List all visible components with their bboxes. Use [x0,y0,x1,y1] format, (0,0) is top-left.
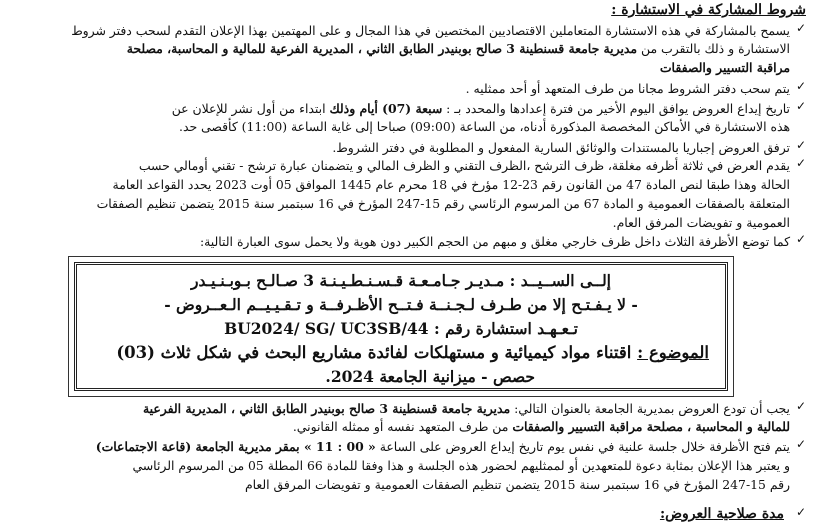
item3-line1-text: تاريخ إيداع العروض يوافق اليوم الأخير من فترة إعدادها والمحدد بـ : [446,101,790,116]
item3-line1-tail: ابتداء من أول نشر للإعلان عن [171,101,326,116]
condition-item-2 [14,80,804,98]
item7-line2-address: للمالية و المحاسبة ، مصلحة مراقبة التسيير والصفقات [512,419,790,434]
box-addressee: إلــى الســيــد : مـديـر جـامـعـة قـسـنـطـيـنـة 3 صـالـح بـوبـنـيـدر [191,271,611,290]
box-open-only-by-committee: - لا يـفـتـح إلا من طـرف لـجـنــة فـتــح الأظـرفــة و تـقـيـيــم الـعــروض - [164,295,638,314]
checkmark-icon: ✓ [795,99,806,113]
box-subject-label: الموضوع : [637,343,709,362]
item1-line2-address: مديرية جامعة قسنطينة 3 صالح بوبنيدر الطابق الثاني ، المديرية الفرعية للمالية و المحاسبة، مصلحة [126,41,638,56]
condition-item-6 [14,233,804,251]
item2-line1: يتم سحب دفتر الشروط مجانا من طرف المتعهد أو أحد ممثليه . [465,81,790,96]
item7-line1-text: يجب أن تودع العروض بمديرية الجامعة بالعنوان التالي: [514,401,790,416]
item4-line1: ترفق العروض إجباريا بالمستندات والوثائق السارية المفعول و المطلوبة في دفتر الشروط. [332,140,790,155]
envelope-label-inner-frame [74,262,728,391]
checkmark-icon: ✓ [795,79,806,93]
box-consultation-number: تـعـهـد استشارة رقم : BU2024/ SG/ UC3SB/44 [224,319,578,338]
checkmark-icon: ✓ [795,138,806,152]
item1-line1: يسمح بالمشاركة في هذه الاستشارة المتعاملين الاقتصاديين المختصين في هذا المجال و على المهتمين بهذا الإعلان التقدم لسحب دفتر شروط [71,23,790,38]
condition-item-7 [14,400,804,440]
item7-line1 [14,403,790,415]
section-title: شروط المشاركة في الاستشارة : [611,2,806,18]
condition-item-8 [14,438,804,498]
box-lots-budget: حصص - ميزانية الجامعة 2024. [325,367,535,386]
item7-line2-tail: من طرف المتعهد نفسه أو ممثله القانوني. [292,419,509,434]
item7-address: مديرية جامعة قسنطينة 3 صالح بوبنيدر الطابق الثاني ، المديرية الفرعية [143,401,511,416]
item5-line4: العمومية و تفويضات المرفق العام. [612,215,790,230]
envelope-label-box [68,256,734,397]
item5-line2: الحالة وهذا طبقا لنص المادة 47 من القانون رقم 23-12 مؤرخ في 18 محرم عام 1445 الموافق 05 أوت 2023 يحدد القواعد العامة [112,177,790,192]
condition-item-3 [14,100,804,138]
item1-line2-text: الاستشارة و ذلك بالتقرب من [641,41,790,56]
item3-duration: سبعة (07) أيام وذلك [329,101,443,116]
checkmark-icon: ✓ [795,21,806,35]
item8-line3: رقم 15-247 المؤرخ في 16 سبتمبر سنة 2015 يتضمن تنظيم الصفقات العمومية و تفويضات المرفق العام [244,477,790,492]
item6-line1: كما توضع الأظرفة الثلاث داخل ظرف خارجي مغلق و مبهم من الحجم الكبير دون هوية ولا يحمل سوى العبارة التالية: [199,234,790,249]
item5-line3: المتعلقة بالصفقات العمومية و المادة 67 من المرسوم الرئاسي رقم 15-247 المؤرخ في 16 سبتمبر سنة 2015 يتضمن تنظيم الصفقات [96,196,790,211]
box-subject [85,345,709,362]
condition-item-5 [14,157,804,235]
checkmark-icon: ✓ [795,399,806,413]
item8-line1 [14,441,790,453]
item8-opening-time-place: « 00 : 11 » بمقر مديرية الجامعة (قاعة الاجتماعات) [95,439,376,454]
condition-item-9 [14,500,806,522]
offer-validity-heading: مدة صلاحية العروض: [659,506,784,522]
checkmark-icon: ✓ [795,505,806,519]
item8-line1-text: يتم فتح الأظرفة خلال جلسة علنية في نفس يوم تاريخ إيداع العروض على الساعة [379,439,790,454]
item5-line1: يقدم العرض في ثلاثة أظرفه مغلقة، ظرف الترشح ،الظرف التقني و الظرف المالي و يتضمنان عبارة ترشح - تقني أومالي حسب [138,158,790,173]
item8-line2: و يعتبر هذا الإعلان بمثابة دعوة للمتعهدين أو لممثليهم لحضور هذه الجلسة و هذا وفقا للمادة 66 المطلة 05 من المرسوم الرئاسي [132,458,790,473]
checkmark-icon: ✓ [795,156,806,170]
item3-line1 [14,103,790,115]
item1-line3: مراقبة التسيير والصفقات [659,60,790,75]
item1-line2 [14,43,790,55]
condition-item-4 [14,139,804,157]
checkmark-icon: ✓ [795,232,806,246]
item7-line2 [14,421,790,433]
checkmark-icon: ✓ [795,437,806,451]
item3-line2: هذه الاستشارة في الأماكن المخصصة المذكورة أدناه، من الساعة (09:00) صباحا إلى غاية الساعة (11:00) كأقصى حد. [179,119,790,134]
box-subject-text: اقتناء مواد كيميائية و مستهلكات لفائدة مشاريع البحث في شكل ثلاث (03) [116,343,632,362]
condition-item-1 [14,22,804,82]
